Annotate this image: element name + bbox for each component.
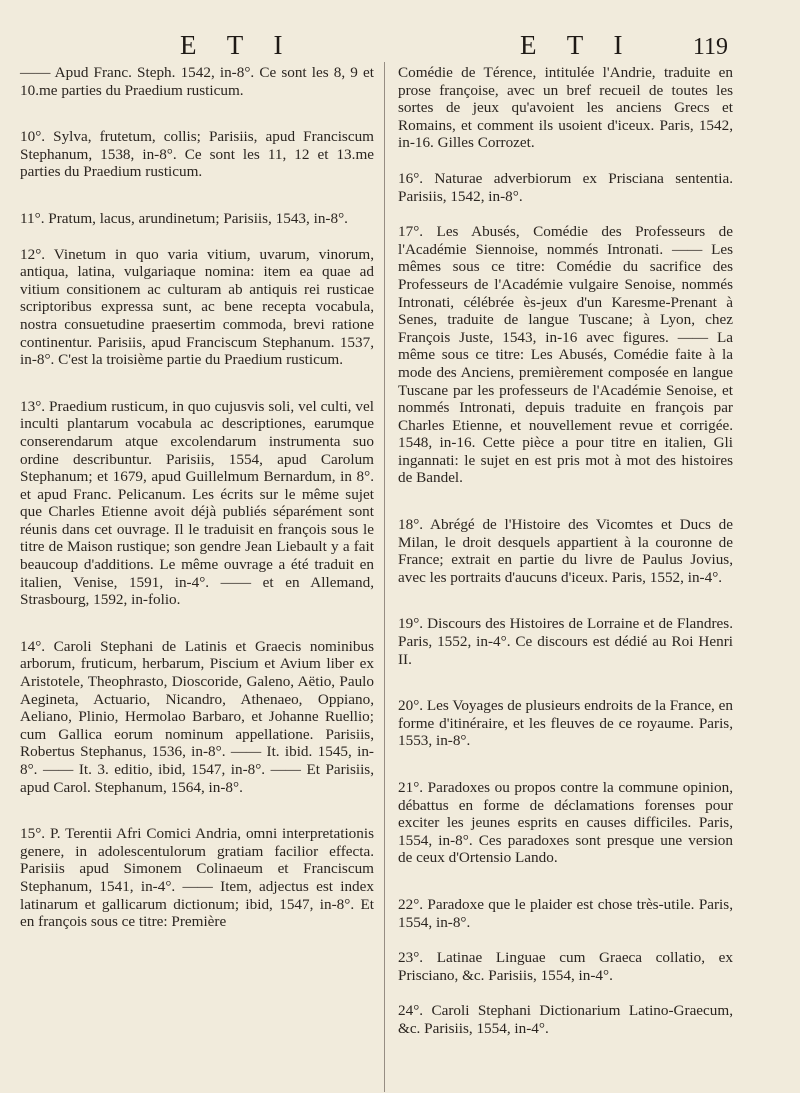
running-head-left: E T I (180, 30, 295, 60)
entry-10: 10°. Sylva, frutetum, collis; Parisiis, apud Franciscum Stephanum, 1538, in-8°. Ce sont les 11, 12 et 13.me parties du Praedium rusticum. (20, 128, 374, 181)
entry-22: 22°. Paradoxe que le plaider est chose très-utile. Paris, 1554, in-8°. (398, 895, 733, 931)
right-column (398, 64, 733, 1067)
entry-19: 19°. Discours des Histoires de Lorraine et de Flandres. Paris, 1552, in-4°. Ce discours est dédié au Roi Henri II. (398, 615, 733, 668)
entry-20: 20°. Les Voyages de plusieurs endroits de la France, en forme d'itinéraire, et les fleuves de ce royaume. Paris, 1553, in-8°. (398, 697, 733, 750)
entry-continuation: —— Apud Franc. Steph. 1542, in-8°. Ce sont les 8, 9 et 10.me parties du Praedium rusticum. (20, 64, 374, 99)
column-divider (384, 62, 385, 1092)
left-column (20, 64, 374, 960)
entry-15: 15°. P. Terentii Afri Comici Andria, omni interpretationis genere, in adolescentulorum gratiam facilior effecta. Parisiis apud Simonem Colinaeum et Franciscum Stephanum, 1541, in-4°. —— Item, adjectus est index latinarum et gallicarum dictionum; ibid, 1547, in-8°. Et en françois sous ce titre: Première (20, 825, 374, 931)
entry-12: 12°. Vinetum in quo varia vitium, uvarum, vinorum, antiqua, latina, vulgariaque nomina: item ea quae ad vitium consitionem ac culturam ab antiquis rei rusticae scriptoribus expressa sunt, ac bene recepta vocabula, nostra consuetudine praesertim commoda, brevi ratione continentur. Parisiis, apud Franciscum Stephanum. 1537, in-8°. C'est la troisième partie du Praedium rusticum. (20, 245, 374, 369)
entry-11: 11°. Pratum, lacus, arundinetum; Parisiis, 1543, in-8°. (20, 209, 348, 227)
entry-23: 23°. Latinae Linguae cum Graeca collatio, ex Prisciano, &c. Parisiis, 1554, in-4°. (398, 949, 733, 984)
entry-16: 16°. Naturae adverbiorum ex Prisciana sententia. Parisiis, 1542, in-8°. (398, 169, 733, 205)
entry-14: 14°. Caroli Stephani de Latinis et Graecis nominibus arborum, fruticum, herbarum, Piscium et Avium liber ex Aristotele, Theophrasto, Dioscoride, Galeno, Aëtio, Paulo Aegineta, Actuario, Nicandro, Athenaeo, Oppiano, Aeliano, Plinio, Hermolao Barbaro, et Johanne Ruellio; cum Gallica eorum nominum appellatione. Parisiis, Robertus Stephanus, 1536, in-8°. —— It. ibid. 1545, in-8°. —— It. 3. editio, ibid, 1547, in-8°. —— Et Parisiis, apud Carol. Stephanum, 1564, in-8°. (20, 637, 374, 796)
entry-24: 24°. Caroli Stephani Dictionarium Latino-Graecum, &c. Parisiis, 1554, in-4°. (398, 1002, 733, 1037)
page-number: 119 (692, 34, 728, 60)
entry-21: 21°. Paradoxes ou propos contre la commune opinion, débattus en forme de déclamations forenses pour exciter les jeunes esprits en causes difficiles. Paris, 1554, in-8°. Ces paradoxes sont presque une version de ceux d'Ortensio Lando. (398, 779, 733, 867)
entry-13: 13°. Praedium rusticum, in quo cujusvis soli, vel culti, vel inculti plantarum vocabula ac descriptiones, earumque conserendarum atque excolendarum instrumenta suo ordine describuntur. Parisiis, 1554, apud Carolum Stephanum; et 1679, apud Guillelmum Bernardum, in 8°. et apud Franc. Pelicanum. Les écrits sur le même sujet que Charles Etienne avoit déjà publiés séparément sont réunis dans cet ouvrage. Il le traduisit en françois sous le titre de Maison rustique; son gendre Jean Liebault y a fait beaucoup d'additions. Le même ouvrage a été traduit en italien, Venise, 1591, in-4°. —— et en Allemand, Strasbourg, 1592, in-folio. (20, 397, 374, 609)
running-head-right: E T I (520, 30, 635, 60)
entry-15-continued: Comédie de Térence, intitulée l'Andrie, traduite en prose françoise, avec un bref recueil de toutes les sortes de jeux qu'avoient les anciens Grecs et Romains, et comment ils usoient d'iceux. Paris, 1542, in-16. Gilles Corrozet. (398, 64, 733, 152)
entry-17: 17°. Les Abusés, Comédie des Professeurs de l'Académie Siennoise, nommés Intronati. —— Les mêmes sous ce titre: Comédie du sacrifice des Professeurs de l'Académie vulgaire Senoise, nommés Intronati, célébrée ès-jeux d'un Karesme-Prenant à Senes, traduite de langue Tuscane; à Lyon, chez François Juste, 1543, in-16 avec figures. —— La même sous ce titre: Les Abusés, Comédie faite à la mode des Anciens, premièrement composée en langue Tuscane par les professeurs de l'Académie Senoise, et nommés Intronati, depuis traduite en françois par Charles Etienne, et nouvellement revue et corrigée. 1548, in-16. Cette pièce a pour titre en italien, Gli ingannati: le sujet en est pris mot à mot des histoires de Bandel. (398, 223, 733, 487)
entry-18: 18°. Abrégé de l'Histoire des Vicomtes et Ducs de Milan, le droit desquels appartient à la couronne de France; extrait en partie du livre de Paulus Jovius, avec les portraits d'aucuns d'iceux. Paris, 1552, in-4°. (398, 516, 733, 586)
